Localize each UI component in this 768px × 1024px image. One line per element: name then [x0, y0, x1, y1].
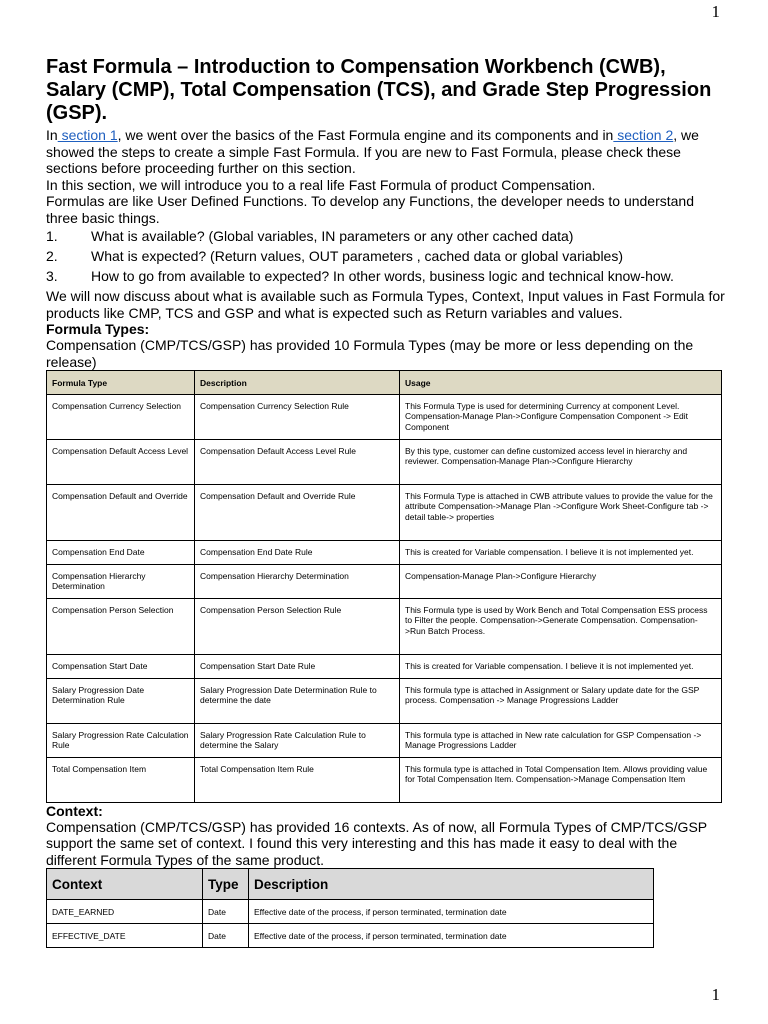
formula-types-heading: Formula Types: [46, 321, 150, 337]
column-header-description: Description [195, 371, 400, 395]
table-cell: By this type, customer can define customized access level in hierarchy and reviewer. Compensation-Manage Plan->Configure Hierarchy [400, 439, 722, 484]
context-intro: Compensation (CMP/TCS/GSP) has provided 16 contexts. As of now, all Formula Types of CMP/TCS/GSP support the same set of context. I found this very interesting and this has made it easy to deal with the different Formula Types of the same product. [46, 818, 707, 868]
table-cell: Compensation-Manage Plan->Configure Hierarchy [400, 564, 722, 598]
table-row [47, 439, 722, 484]
text-span: How to go from available to expected? In other words, business logic and technical know-how. [91, 268, 674, 284]
table-row [47, 900, 654, 924]
column-header-formula-type: Formula Type [47, 371, 195, 395]
table-cell: Compensation Default Access Level Rule [195, 439, 400, 484]
discuss-paragraph: We will now discuss about what is available such as Formula Types, Context, Input values in Fast Formula for products like CMP, TCS and GSP and what is expected such as Return variables and values. [46, 288, 725, 321]
column-header-context: Context [47, 869, 203, 900]
table-cell: Compensation Currency Selection [47, 394, 195, 439]
intro-compensation-paragraph: In this section, we will introduce you to a real life Fast Formula of product Compensation. [46, 176, 596, 193]
table-row [47, 654, 722, 678]
table-cell: EFFECTIVE_DATE [47, 924, 203, 948]
table-cell: Total Compensation Item [47, 757, 195, 802]
table-cell: Compensation End Date Rule [195, 540, 400, 564]
page-number-top: 1 [711, 2, 720, 21]
formula-types-rows [47, 394, 722, 802]
table-row [47, 723, 722, 757]
table-cell: Compensation Default Access Level [47, 439, 195, 484]
column-header-usage: Usage [400, 371, 722, 395]
table-cell: Compensation Start Date [47, 654, 195, 678]
table-cell: Salary Progression Rate Calculation Rule [47, 723, 195, 757]
table-cell: Compensation End Date [47, 540, 195, 564]
table-cell: This Formula type is used by Work Bench and Total Compensation ESS process to Filter the people. Compensation->Generate Compensation. Compensation->Run Batch Process. [400, 598, 722, 654]
context-rows [47, 900, 654, 948]
table-row [47, 540, 722, 564]
document-title: Fast Formula – Introduction to Compensation Workbench (CWB), Salary (CMP), Total Compensation (TCS), and Grade Step Progression (GSP). [46, 56, 712, 124]
table-header-row [47, 371, 722, 395]
table-cell: Date [203, 924, 249, 948]
intro-functions-paragraph: Formulas are like User Defined Functions. To develop any Functions, the developer needs to understand three basic things. [46, 193, 694, 226]
section-1-link[interactable]: section 1 [57, 127, 118, 143]
text-span: 1. [46, 228, 58, 244]
table-cell: This formula type is attached in Total Compensation Item. Allows providing value for Total Compensation Item. Compensation->Manage Compensation Item [400, 757, 722, 802]
table-cell: Salary Progression Date Determination Rule to determine the date [195, 678, 400, 723]
table-row [47, 484, 722, 540]
table-cell: DATE_EARNED [47, 900, 203, 924]
table-cell: Salary Progression Date Determination Rule [47, 678, 195, 723]
text-span: What is available? (Global variables, IN parameters or any other cached data) [91, 228, 574, 244]
table-row [47, 394, 722, 439]
text-span: What is expected? (Return values, OUT parameters , cached data or global variables) [91, 248, 623, 264]
table-cell: This Formula Type is attached in CWB attribute values to provide the value for the attribute Compensation->Manage Plan ->Configure Work Sheet-Configure tab -> detail table-> properties [400, 484, 722, 540]
text-span: , we went over the basics of the Fast Formula engine and its components and in [117, 127, 614, 143]
table-row [47, 598, 722, 654]
text-span: In [46, 127, 58, 143]
table-cell: Effective date of the process, if person terminated, termination date [249, 924, 654, 948]
table-header-row [47, 869, 654, 900]
table-cell: Total Compensation Item Rule [195, 757, 400, 802]
page-number-bottom: 1 [711, 985, 720, 1004]
table-cell: Effective date of the process, if person terminated, termination date [249, 900, 654, 924]
formula-types-table [46, 370, 722, 803]
table-cell: Compensation Currency Selection Rule [195, 394, 400, 439]
table-cell: Compensation Start Date Rule [195, 654, 400, 678]
table-cell: Compensation Hierarchy Determination [195, 564, 400, 598]
formula-types-intro: Compensation (CMP/TCS/GSP) has provided 10 Formula Types (may be more or less depending on the release) [46, 337, 694, 370]
table-row [47, 678, 722, 723]
list-item [46, 268, 726, 285]
list-item [46, 248, 726, 265]
table-row [47, 757, 722, 802]
table-cell: This formula type is attached in Assignment or Salary update date for the GSP process. Compensation -> Manage Progressions Ladder [400, 678, 722, 723]
table-cell: Compensation Default and Override [47, 484, 195, 540]
text-span: 2. [46, 248, 58, 264]
context-table [46, 868, 654, 948]
table-row [47, 564, 722, 598]
table-cell: This is created for Variable compensation. I believe it is not implemented yet. [400, 654, 722, 678]
column-header-description: Description [249, 869, 654, 900]
text-span: 3. [46, 268, 58, 284]
table-cell: Date [203, 900, 249, 924]
table-row [47, 924, 654, 948]
table-cell: Compensation Hierarchy Determination [47, 564, 195, 598]
steps-list [46, 228, 726, 285]
column-header-type: Type [203, 869, 249, 900]
section-2-link[interactable]: section 2 [613, 127, 674, 143]
document-body [46, 56, 726, 948]
context-heading: Context: [46, 802, 103, 819]
table-cell: This Formula Type is used for determining Currency at component Level. Compensation-Manage Plan->Configure Compensation Component -> Edit Component [400, 394, 722, 439]
table-cell: Compensation Default and Override Rule [195, 484, 400, 540]
text-span: , we showed the steps to create a simple Fast Formula. If you are new to Fast Formula, please check these sections before proceeding further on this section. [46, 127, 699, 176]
table-cell: Compensation Person Selection [47, 598, 195, 654]
list-item [46, 228, 726, 245]
table-cell: This is created for Variable compensation. I believe it is not implemented yet. [400, 540, 722, 564]
table-cell: This formula type is attached in New rate calculation for GSP Compensation -> Manage Progressions Ladder [400, 723, 722, 757]
table-cell: Salary Progression Rate Calculation Rule to determine the Salary [195, 723, 400, 757]
table-cell: Compensation Person Selection Rule [195, 598, 400, 654]
intro-paragraph [46, 127, 726, 177]
